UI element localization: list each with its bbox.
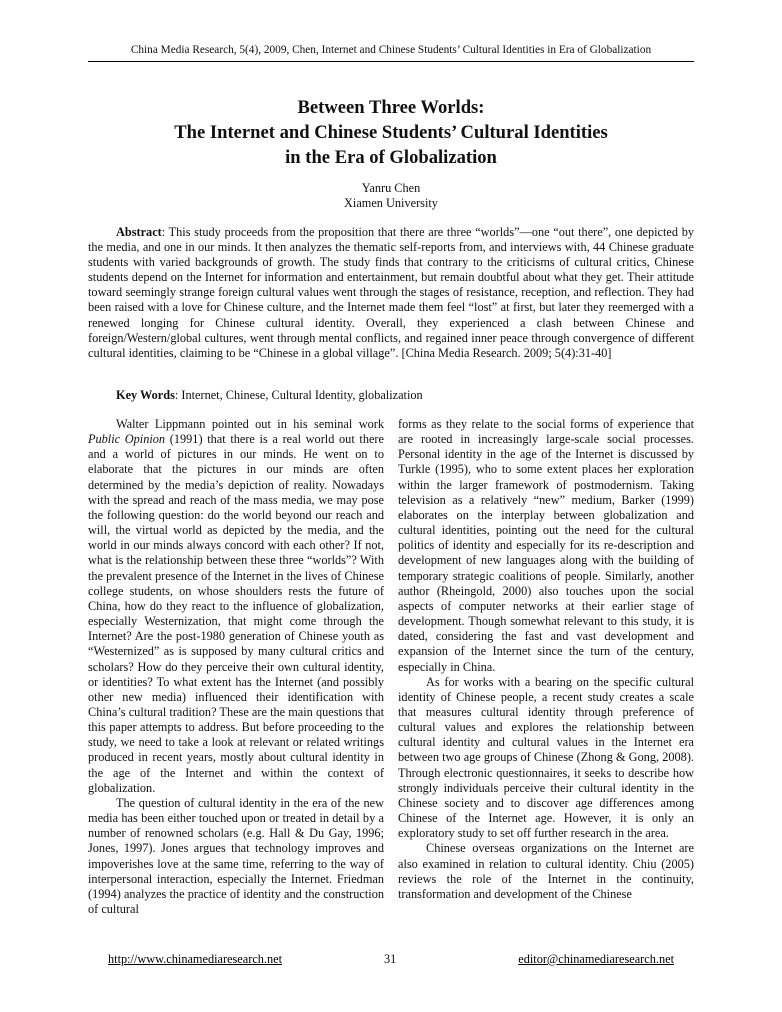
right-paragraph-2: As for works with a bearing on the specific cultural identity of Chinese people, a recent study creates a scale that measures cultural identity through preference of cultural values and explores the relationship between cultural identity and cultural values in the Internet era between two age groups of Chinese (Zhong & Gong, 2008). Through electronic questionnaires, it seeks to describe how strongly individuals perceive their cultural identity in the Chinese society and to discover age differences among Chinese of the Internet age. However, it is only an exploratory study to set off further research in the area. <box>398 674 694 841</box>
right-paragraph-1: forms as they relate to the social forms of experience that are rooted in increasingly large-scale social processes. Personal identity in the age of the Internet is discussed by Turkle (1995), who to some extent places her exploration within the larger framework of postmodernism. Taking television as a relatively “new” medium, Barker (1999) elaborates on the interplay between globalization and cultural identities, pointing out the need for the cultural politics of identity and especially for its re-description and development of new languages along with the building of temporary strategic coalitions of people. Similarly, another author (Rheingold, 2000) also touches upon the social aspects of computer networks at their earlier stage of development. Though somewhat relevant to this study, it is dated, considering the fast and vast development and expansion of the Internet since the turn of the century, especially in China. <box>398 417 694 674</box>
title-line-2: The Internet and Chinese Students’ Cultural Identities <box>174 122 608 143</box>
abstract <box>88 225 694 361</box>
left-paragraph-2: The question of cultural identity in the era of the new media has been either touched upon or treated in detail by a number of renowned scholars (e.g. Hall & Du Gay, 1996; Jones, 1997). Jones argues that technology improves and impoverishes love at the same time, referring to the way of interpersonal interaction, especially the Internet. Friedman (1994) analyzes the practice of identity and the construction of cultural <box>88 795 384 916</box>
title-line-3: in the Era of Globalization <box>285 147 497 168</box>
left-p1-rest: (1991) that there is a real world out there and a world of pictures in our minds. He went on to elaborate that the pictures in our minds are often determined by the media’s depiction of reality. Nowadays with the spread and reach of the mass media, we may pose the following question: do the world beyond our reach and will, the virtual world as depicted by the media, and the world in our minds always concord with each other? If not, what is the relationship between these three “worlds”? With the prevalent presence of the Internet in the lives of Chinese college students, on whose shoulders rests the future of China, how do they react to the influence of globalization, especially Westernization, that might come through the Internet? Are the post-1980 generation of Chinese youth as “Westernized” as is supposed by many cultural critics and scholars? How do they perceive their own cultural identity, or identities? To what extent has the Internet (and possibly other new media) influenced their identification with China’s cultural tradition? These are the main questions that this paper attempts to address. But before proceeding to the study, we need to take a look at relevant or related writings produced in recent years, mostly about cultural identity in the age of the Internet and within the context of globalization. <box>88 432 384 795</box>
right-column <box>398 417 694 902</box>
left-paragraph-1 <box>88 417 384 796</box>
right-paragraph-3: Chinese overseas organizations on the Internet are also examined in relation to cultural identity. Chiu (2005) reviews the role of the Internet in the continuity, transformation and development of the Chinese <box>398 841 694 901</box>
page-footer <box>88 952 694 968</box>
keywords-text: : Internet, Chinese, Cultural Identity, globalization <box>174 388 423 402</box>
paper-title <box>88 95 694 170</box>
left-p1-start: Walter Lippmann pointed out in his seminal work <box>116 417 384 431</box>
running-header: China Media Research, 5(4), 2009, Chen, Internet and Chinese Students’ Cultural Identities in Era of Globalization <box>88 42 694 62</box>
author-block <box>88 181 694 211</box>
book-title-public-opinion: Public Opinion <box>88 432 166 447</box>
author-name: Yanru Chen <box>361 181 421 195</box>
website-link[interactable]: http://www.chinamediaresearch.net <box>108 952 283 966</box>
page-number: 31 <box>384 952 397 966</box>
abstract-label: Abstract <box>116 225 162 239</box>
title-line-1: Between Three Worlds: <box>297 97 485 118</box>
author-affiliation: Xiamen University <box>344 196 438 210</box>
abstract-text: : This study proceeds from the proposition that there are three “worlds”—one “out there”, one depicted by the media, and one in our minds. It then analyzes the thematic self-reports from, and interviews with, 44 Chinese graduate students with varied backgrounds of growth. The study finds that contrary to the criticisms of cultural critics, Chinese students depend on the Internet for information and entertainment, but remain doubtful about what they get. Their attitude toward seemingly strange foreign cultural values went through the stages of resistance, reception, and reflection. They had been raised with a love for Chinese culture, and the Internet made them feel “lost” at first, but later they reemerged with a renewed longing for Chinese cultural identity. Overall, they experienced a clash between Chinese and foreign/Western/global cultures, went through mental conflicts, and regained inner peace through convergence of different cultural identities, claiming to be “Chinese in a global village”. [China Media Research. 2009; 5(4):31-40] <box>88 225 694 360</box>
left-column <box>88 417 384 917</box>
email-link[interactable]: editor@chinamediaresearch.net <box>518 952 674 966</box>
keywords-label: Key Words <box>116 388 175 402</box>
keywords <box>88 388 694 403</box>
